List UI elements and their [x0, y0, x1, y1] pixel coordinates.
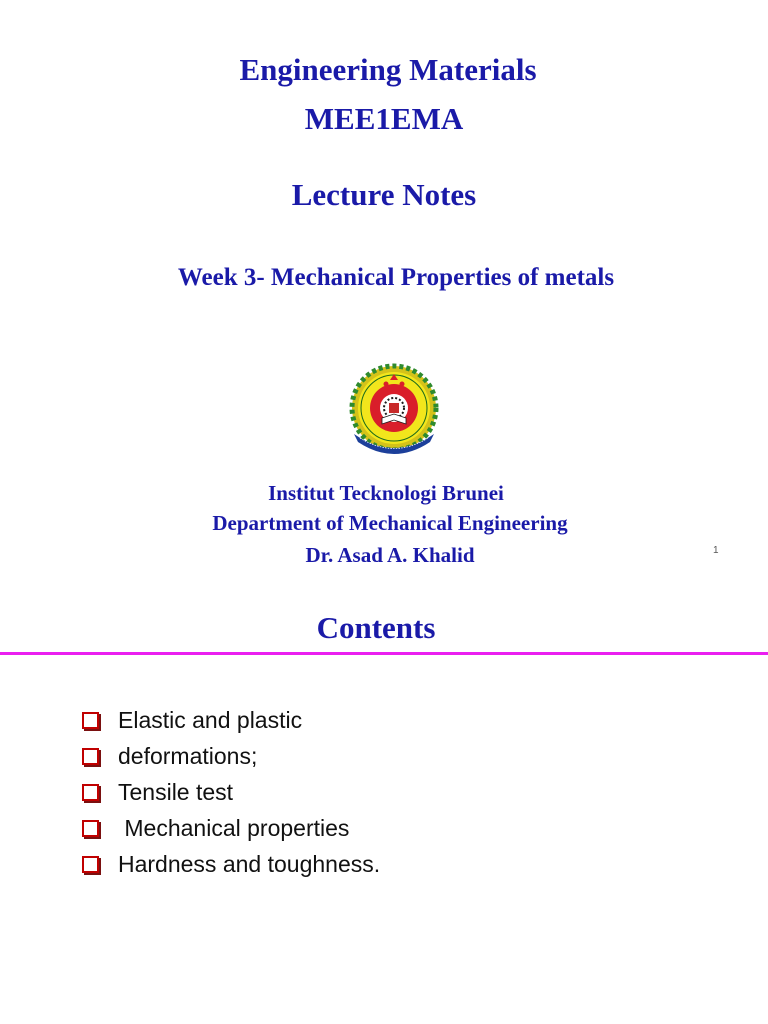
list-item [82, 738, 380, 774]
list-item [82, 846, 380, 882]
checkbox-icon [82, 748, 99, 765]
list-item [82, 810, 380, 846]
slide-number: 1 [713, 545, 719, 556]
institution-crest-logo [346, 362, 442, 458]
lecturer-name: Dr. Asad A. Khalid [305, 543, 475, 567]
section-divider [0, 652, 768, 655]
list-item-text: Hardness and toughness. [118, 850, 381, 877]
list-item-text: Mechanical properties [118, 814, 350, 841]
contents-heading: Contents [316, 610, 436, 645]
contents-list [82, 702, 380, 882]
list-item-text: deformations; [118, 742, 258, 769]
institution-name: Institut Tecknologi Brunei [268, 481, 504, 505]
course-name: Engineering Materials [239, 52, 537, 87]
list-item [82, 702, 380, 738]
department-name: Department of Mechanical Engineering [212, 511, 568, 535]
week-topic: Week 3- Mechanical Properties of metals [177, 264, 615, 291]
checkbox-icon [82, 784, 99, 801]
list-item-text: Tensile test [118, 778, 234, 805]
list-item-text: Elastic and plastic [118, 706, 303, 733]
checkbox-icon [82, 712, 99, 729]
checkbox-icon [82, 856, 99, 873]
checkbox-icon [82, 820, 99, 837]
list-item [82, 774, 380, 810]
course-code: MEE1EMA [304, 101, 464, 136]
lecture-notes-subtitle: Lecture Notes [291, 177, 477, 212]
